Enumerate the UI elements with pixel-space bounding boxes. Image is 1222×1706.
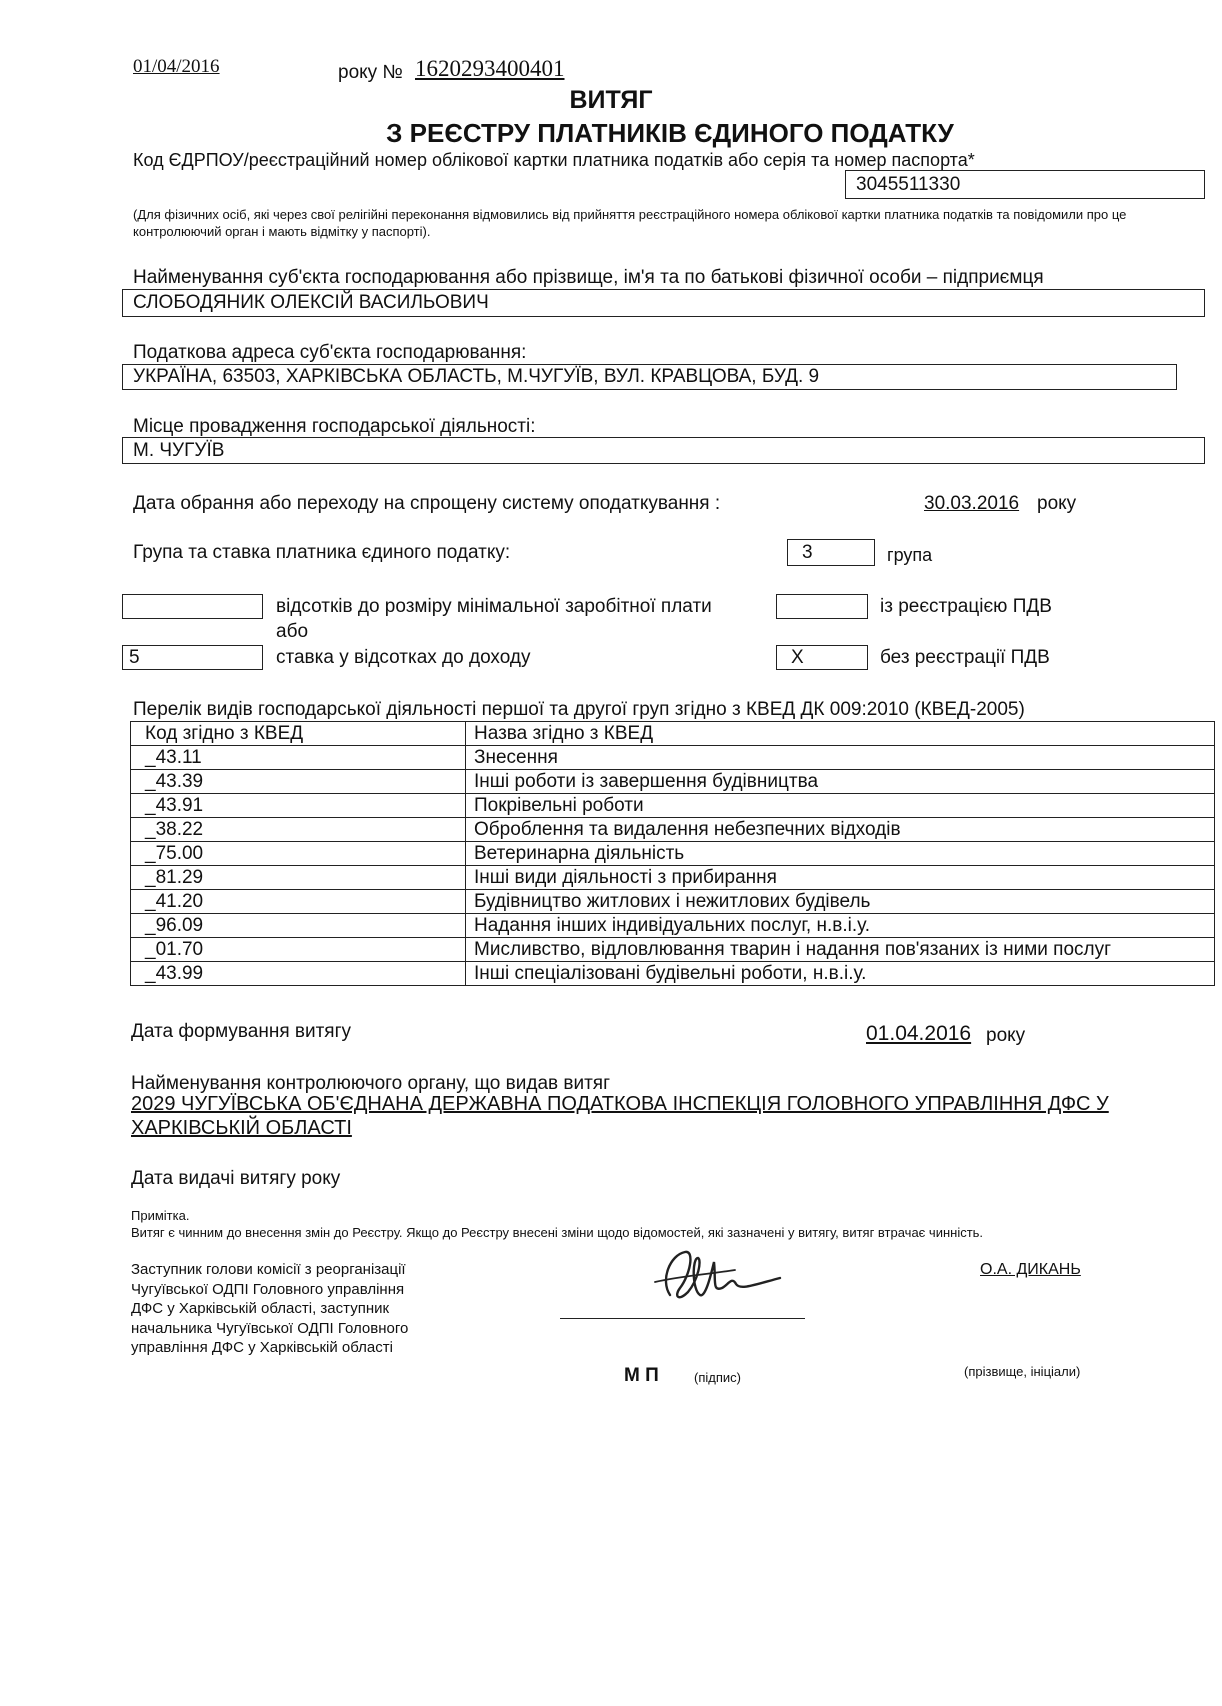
kved-code: _81.29 (131, 866, 466, 890)
year-number-label: року № (338, 62, 403, 83)
kved-code: _75.00 (131, 842, 466, 866)
group-value: 3 (802, 542, 813, 563)
signature-line (560, 1318, 805, 1319)
income-rate-field (122, 645, 263, 670)
kved-caption: Перелік видів господарської діяльності першої та другої груп згідно з КВЕД ДК 009:2010 (КВЕД-2005) (133, 699, 1025, 720)
group-label: Група та ставка платника єдиного податку: (133, 542, 511, 563)
kved-name: Інші спеціалізовані будівельні роботи, н.в.і.у. (466, 962, 1215, 986)
signatory-name: О.А. ДИКАНЬ (980, 1261, 1081, 1278)
kved-code: _96.09 (131, 914, 466, 938)
choice-date-suffix: року (1037, 493, 1077, 514)
signatory-position (131, 1260, 408, 1358)
kved-name: Надання інших індивідуальних послуг, н.в.і.у. (466, 914, 1215, 938)
place-field (122, 437, 1205, 464)
kved-row (131, 818, 1215, 842)
kved-row (131, 866, 1215, 890)
issue-label: Дата видачі витягу року (131, 1168, 341, 1189)
kved-name: Знесення (466, 746, 1215, 770)
vat-with-label: із реєстрацією ПДВ (880, 596, 1052, 617)
signatory-position-line: управління ДФС у Харківській області (131, 1339, 393, 1356)
authority-line1: 2029 ЧУГУЇВСЬКА ОБ'ЄДНАНА ДЕРЖАВНА ПОДАТКОВА ІНСПЕКЦІЯ ГОЛОВНОГО УПРАВЛІННЯ ДФС У (131, 1093, 1109, 1115)
kved-name: Ветеринарна діяльність (466, 842, 1215, 866)
kved-name: Інші роботи із завершення будівництва (466, 770, 1215, 794)
document-title: ВИТЯГ (569, 86, 653, 114)
formation-label: Дата формування витягу (131, 1021, 352, 1042)
kved-code: _41.20 (131, 890, 466, 914)
vat-without-value: X (791, 647, 804, 668)
kved-code: _43.11 (131, 746, 466, 770)
kved-row (131, 962, 1215, 986)
kved-code: _01.70 (131, 938, 466, 962)
kved-col-code: Код згідно з КВЕД (131, 722, 466, 746)
place-value: М. ЧУГУЇВ (133, 440, 225, 461)
kved-code: _43.39 (131, 770, 466, 794)
entity-value: СЛОБОДЯНИК ОЛЕКСІЙ ВАСИЛЬОВИЧ (133, 292, 489, 313)
vat-without-field (776, 645, 868, 670)
choice-date-value: 30.03.2016 (924, 493, 1020, 514)
signature-caption: (підпис) (694, 1370, 741, 1385)
stamp-mark: М П (624, 1365, 659, 1386)
note-text: Витяг є чинним до внесення змін до Реєстру. Якщо до Реєстру внесені зміни щодо відомостей, які зазначені у витягу, витяг втрачає чинність. (131, 1225, 984, 1240)
kved-name: Будівництво житлових і нежитлових будівель (466, 890, 1215, 914)
signatory-position-line: начальника Чугуївської ОДПІ Головного (131, 1319, 409, 1337)
edrpou-label: Код ЄДРПОУ/реєстраційний номер облікової картки платника податків або серія та номер паспорта* (133, 150, 975, 170)
min-wage-label: відсотків до розміру мінімальної заробітної плати (276, 596, 712, 617)
kved-code: _43.99 (131, 962, 466, 986)
entity-field (122, 289, 1205, 317)
authority-label: Найменування контролюючого органу, що видав витяг (131, 1073, 611, 1094)
kved-row (131, 794, 1215, 818)
tax-address-label: Податкова адреса суб'єкта господарювання: (133, 342, 527, 363)
income-rate-label: ставка у відсотках до доходу (276, 647, 531, 668)
vat-with-field (776, 594, 868, 619)
entity-label: Найменування суб'єкта господарювання або прізвище, ім'я та по батькові фізичної особи – підприємця (133, 267, 1044, 288)
signatory-position-line: ДФС у Харківській області, заступник (131, 1300, 390, 1317)
choice-date-label: Дата обрання або переходу на спрощену систему оподаткування : (133, 493, 721, 514)
document-subtitle: З РЕЄСТРУ ПЛАТНИКІВ ЄДИНОГО ПОДАТКУ (386, 118, 954, 148)
document-date: 01/04/2016 (133, 56, 220, 77)
or-label: або (276, 621, 309, 642)
formation-suffix: року (986, 1025, 1026, 1046)
kved-row (131, 914, 1215, 938)
tax-address-field (122, 364, 1177, 390)
kved-col-name: Назва згідно з КВЕД (466, 722, 1215, 746)
tax-address-value: УКРАЇНА, 63503, ХАРКІВСЬКА ОБЛАСТЬ, М.ЧУГУЇВ, ВУЛ. КРАВЦОВА, БУД. 9 (133, 366, 820, 387)
edrpou-value: 3045511330 (856, 174, 961, 195)
kved-header-row (131, 722, 1215, 746)
document-number: 1620293400401 (415, 56, 565, 81)
kved-name: Мисливство, відловлювання тварин і надання пов'язаних із ними послуг (466, 938, 1215, 962)
kved-code: _38.22 (131, 818, 466, 842)
formation-value: 01.04.2016 (866, 1022, 972, 1045)
kved-name: Покрівельні роботи (466, 794, 1215, 818)
income-rate-value: 5 (129, 647, 140, 668)
signatory-position-line: Заступник голови комісії з реорганізації (131, 1261, 406, 1278)
note-title: Примітка. (131, 1208, 190, 1223)
authority-line2: ХАРКІВСЬКІЙ ОБЛАСТІ (131, 1117, 352, 1139)
kved-code: _43.91 (131, 794, 466, 818)
signatory-position-line: Чугуївської ОДПІ Головного управління (131, 1280, 405, 1298)
kved-name: Оброблення та видалення небезпечних відходів (466, 818, 1215, 842)
signature-image (640, 1240, 810, 1320)
group-field (787, 539, 875, 566)
kved-row (131, 842, 1215, 866)
edrpou-field (845, 170, 1205, 199)
group-suffix: група (887, 545, 933, 565)
min-wage-field (122, 594, 263, 619)
kved-name: Інші види діяльності з прибирання (466, 866, 1215, 890)
vat-without-label: без реєстрації ПДВ (880, 647, 1050, 668)
kved-row (131, 746, 1215, 770)
kved-row (131, 770, 1215, 794)
place-label: Місце провадження господарської діяльності: (133, 416, 536, 437)
kved-row (131, 938, 1215, 962)
kved-table (130, 721, 1215, 986)
name-caption: (прізвище, ініціали) (964, 1364, 1081, 1379)
edrpou-note: (Для фізичних осіб, які через свої релігійні переконання відмовились від прийняття реєстраційного номера облікової картки платника податків та повідомили про це контролюючий орган і мають відмітку у паспорті). (133, 207, 1127, 239)
kved-row (131, 890, 1215, 914)
